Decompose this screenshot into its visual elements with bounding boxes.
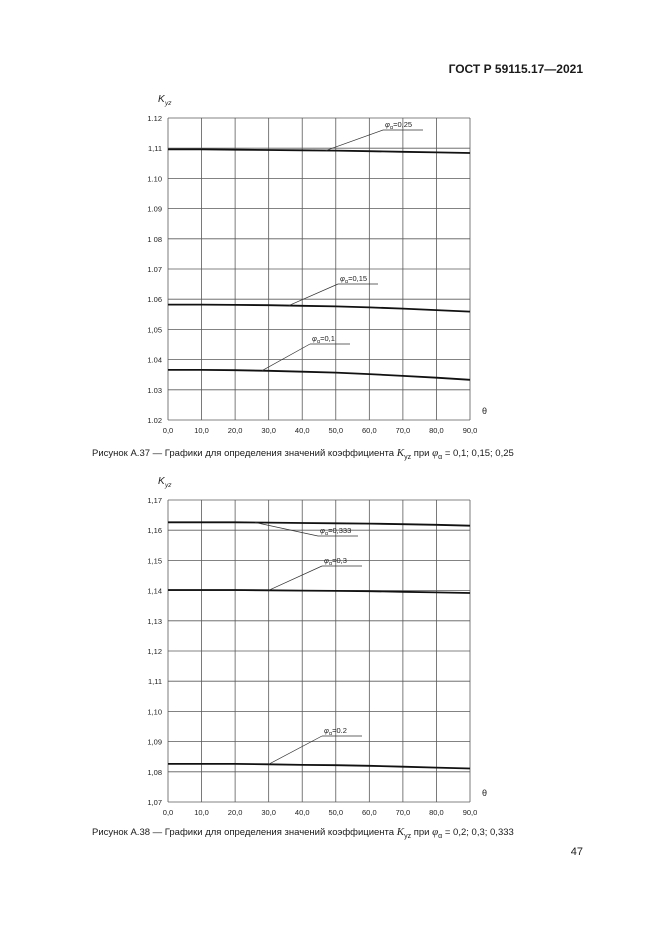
series-label	[385, 120, 412, 131]
x-axis-label: θ	[482, 788, 488, 798]
y-axis-label-subscript: yz	[165, 100, 172, 107]
x-tick-label: 10,0	[194, 808, 209, 817]
caption-values: = 0,1; 0,15; 0,25	[442, 448, 514, 459]
y-tick-label: 1,09	[147, 737, 162, 747]
y-tick-label: 1,11	[147, 144, 162, 154]
standard-number: ГОСТ Р 59115.17—2021	[448, 62, 583, 76]
x-tick-label: 30,0	[261, 808, 276, 817]
y-tick-label: 1,08	[147, 767, 162, 777]
series-label-subscript: α	[324, 531, 329, 537]
series-label-symbol: φ	[340, 274, 345, 283]
chart-fig-a38	[0, 470, 661, 825]
y-tick-label: 1,11	[147, 677, 162, 687]
x-tick-label: 40,0	[294, 426, 310, 435]
y-tick-label: 1,05	[147, 325, 162, 335]
x-tick-label: 60,0	[362, 426, 377, 435]
series-line	[168, 305, 470, 312]
leader-line	[255, 523, 318, 536]
series-label-symbol: φ	[320, 526, 325, 535]
y-tick-label: 1,16	[147, 526, 162, 536]
y-tick-label: 1,14	[147, 586, 162, 596]
series-label-symbol: φ	[324, 556, 329, 565]
x-tick-label: 40,0	[294, 808, 310, 817]
x-tick-label: 80,0	[429, 426, 444, 435]
series-label-subscript: α	[328, 731, 333, 737]
leader-line	[262, 344, 310, 371]
series-label-value: =0,3	[332, 556, 347, 565]
x-tick-label: 20,0	[227, 808, 243, 817]
y-tick-label: 1,07	[147, 798, 162, 807]
x-tick-label: 80,0	[429, 808, 444, 817]
series-label-value: =0,15	[348, 274, 368, 283]
caption-text: Рисунок А.38 — Графики для определения значений коэффициента	[92, 827, 397, 838]
figure-caption-a38	[92, 826, 514, 840]
series-label-subscript: α	[316, 339, 321, 345]
series-label-value: =0,25	[393, 120, 413, 129]
x-axis-label: θ	[482, 406, 488, 416]
caption-symbol-k: K	[396, 826, 405, 838]
page-number: 47	[570, 846, 583, 858]
caption-subscript: yz	[404, 453, 412, 461]
series-label-value: =0,333	[328, 526, 352, 535]
x-tick-label: 50,0	[328, 426, 344, 435]
series-label-subscript: α	[344, 279, 349, 285]
x-tick-label: 70,0	[395, 808, 411, 817]
caption-subscript: yz	[404, 832, 412, 840]
y-tick-label: 1.12	[147, 114, 162, 123]
y-tick-label: 1,17	[147, 496, 162, 505]
y-tick-label: 1.07	[147, 265, 162, 274]
caption-symbol-phi: φ	[432, 447, 439, 459]
y-tick-label: 1 08	[147, 234, 162, 244]
y-tick-label: 1.04	[147, 355, 162, 365]
series-label-symbol: φ	[324, 726, 329, 735]
y-tick-label: 1.10	[147, 174, 162, 184]
series-label-subscript: α	[389, 125, 394, 131]
caption-values: = 0,2; 0,3; 0,333	[442, 827, 514, 838]
caption-symbol-phi: φ	[432, 826, 439, 838]
x-tick-label: 70,0	[395, 426, 411, 435]
series-line	[168, 522, 470, 525]
caption-symbol-k: K	[396, 447, 405, 459]
leader-line	[326, 130, 383, 151]
x-tick-label: 30,0	[261, 426, 276, 435]
x-tick-label: 50,0	[328, 808, 344, 817]
caption-text: Рисунок А.37 — Графики для определения значений коэффициента	[92, 448, 397, 459]
x-tick-label: 90,0	[462, 808, 478, 817]
chart-fig-a37	[0, 88, 661, 443]
y-tick-label: 1.03	[147, 385, 162, 395]
y-axis-label: K	[158, 476, 165, 487]
series-label-symbol: φ	[385, 120, 390, 129]
series-line	[168, 370, 470, 380]
y-axis-label-subscript: yz	[165, 482, 172, 489]
caption-text: при	[411, 448, 433, 459]
series-label-symbol: φ	[312, 334, 317, 343]
series-label	[312, 334, 335, 345]
x-tick-label: 20,0	[227, 426, 243, 435]
x-tick-label: 0,0	[162, 808, 174, 817]
series-label-subscript: α	[328, 561, 333, 567]
x-tick-label: 10,0	[194, 426, 209, 435]
x-tick-label: 90,0	[462, 426, 478, 435]
y-tick-label: 1,15	[147, 556, 162, 566]
y-axis-label: K	[158, 94, 165, 105]
x-tick-label: 60,0	[362, 808, 377, 817]
y-tick-label: 1,13	[147, 616, 162, 626]
leader-line	[289, 284, 338, 306]
series-label-value: =0.2	[332, 726, 347, 735]
y-tick-label: 1,10	[147, 707, 162, 717]
figure-caption-a37	[92, 447, 514, 461]
caption-subscript: α	[438, 832, 443, 840]
leader-line	[269, 736, 322, 764]
series-line	[168, 764, 470, 769]
y-tick-label: 1.09	[147, 204, 162, 214]
series-label	[340, 274, 367, 285]
caption-subscript: α	[438, 453, 443, 461]
caption-text: при	[411, 827, 433, 838]
y-tick-label: 1.02	[147, 416, 162, 425]
leader-line	[269, 566, 322, 590]
y-tick-label: 1,12	[147, 647, 162, 656]
series-line	[168, 149, 470, 153]
series-label-value: =0,1	[320, 334, 335, 343]
y-tick-label: 1.06	[147, 295, 162, 305]
x-tick-label: 0,0	[162, 426, 174, 435]
